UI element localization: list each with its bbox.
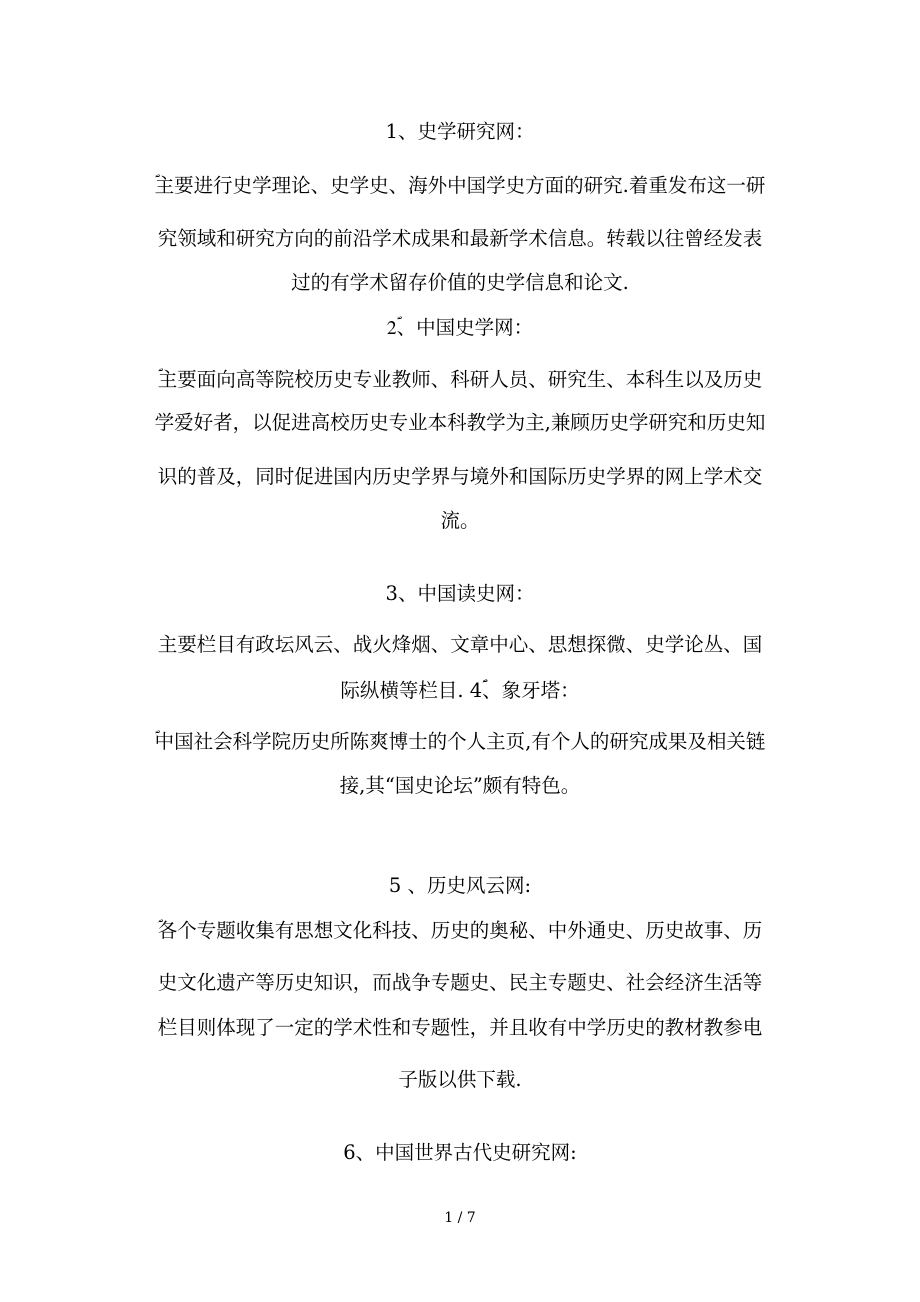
section-2-body-line-4: 流。 (440, 509, 480, 532)
section-4-body-line-2: 接,其“国史论坛”颇有特色。 (339, 774, 581, 797)
section-1-heading: 1、史学研究网： (385, 120, 535, 143)
section-5-body-line-2: 史文化遗产等历史知识，而战争专题史、民主专题史、社会经济生活等 (157, 971, 763, 994)
section-5-body-line-4: 子版以供下载. (398, 1068, 522, 1091)
section-3-body-line-1: 主要栏目有政坛风云、战火烽烟、文章中心、思想探微、史学论丛、国 (157, 633, 763, 656)
section-4-body-line-1: ؐ中国社会科学院历史所陈爽博士的个人主页,有个人的研究成果及相关链 (154, 730, 766, 753)
page-number: 1 / 7 (444, 1210, 476, 1226)
section-1-body-line-3: 过的有学术留存价值的史学信息和论文. (291, 271, 629, 294)
section-5-body-line-1: ؐ各个专题收集有思想文化科技、历史的奥秘、中外通史、历史故事、历 (157, 919, 763, 942)
section-3-heading: 3、中国读史网： (385, 582, 535, 605)
section-1-body-line-2: 究领域和研究方向的前沿学术成果和最新学术信息。转载以往曾经发表 (157, 227, 763, 250)
section-1-body-line-1: ؐ主要进行史学理论、史学史、海外中国学史方面的研究.着重发布这一研 (154, 174, 766, 197)
section-2-body-line-1: ؐ主要面向高等院校历史专业教师、科研人员、研究生、本科生以及历史 (157, 368, 763, 391)
section-5-heading: 5 、历史风云网: (388, 874, 532, 897)
section-2-body-line-2: 学爱好者，以促进高校历史专业本科教学为主,兼顾历史学研究和历史知 (154, 411, 766, 434)
section-2-body-line-3: 识的普及，同时促进国内历史学界与境外和国际历史学界的网上学术交 (157, 465, 763, 488)
section-2-heading: 2ؐ、中国史学网： (386, 316, 534, 339)
section-6-heading: 6、中国世界古代史研究网: (343, 1141, 577, 1164)
section-5-body-line-3: 栏目则体现了一定的学术性和专题性，并且收有中学历史的教材教参电 (157, 1016, 763, 1039)
section-3-body-line-2: 际纵横等栏目. 4ؐؐ、象牙塔： (340, 679, 580, 702)
